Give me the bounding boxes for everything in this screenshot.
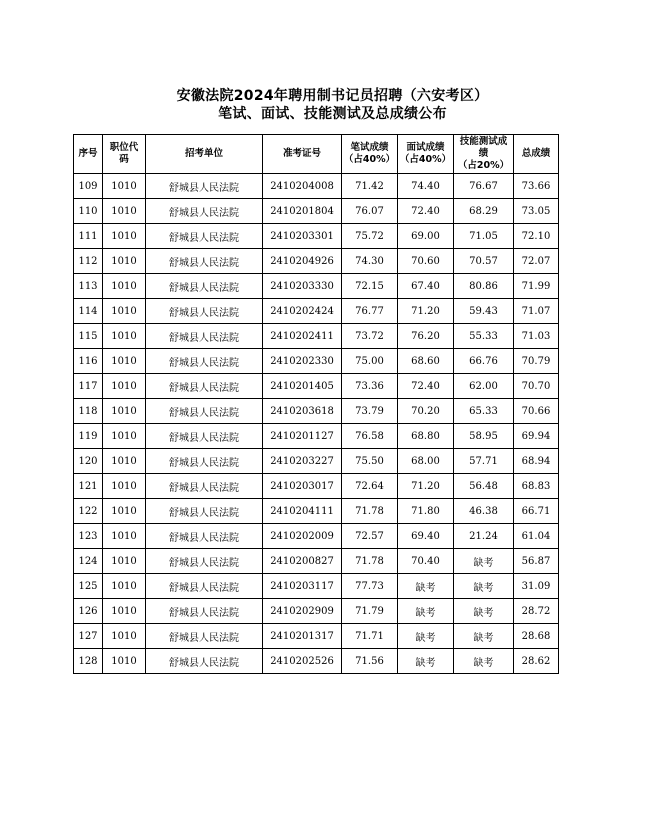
cell-unit: 舒城县人民法院 [146,574,263,599]
cell-total-score: 28.72 [514,599,559,624]
table-row [74,399,559,424]
cell-written-score: 75.00 [342,349,398,374]
cell-unit: 舒城县人民法院 [146,499,263,524]
cell-position-code: 1010 [103,249,146,274]
cell-interview-score: 缺考 [398,599,454,624]
cell-unit: 舒城县人民法院 [146,474,263,499]
cell-interview-score: 72.40 [398,374,454,399]
cell-interview-score: 缺考 [398,574,454,599]
cell-ticket: 2410203618 [263,399,342,424]
cell-unit: 舒城县人民法院 [146,274,263,299]
table-row [74,324,559,349]
cell-skill-score: 缺考 [454,599,514,624]
table-row [74,549,559,574]
cell-seq: 127 [74,624,103,649]
header-position-code-line1: 职位代 [109,142,139,153]
header-interview-line2: （占40%） [399,154,452,165]
cell-unit: 舒城县人民法院 [146,424,263,449]
table-row [74,474,559,499]
cell-skill-score: 21.24 [454,524,514,549]
cell-written-score: 76.07 [342,199,398,224]
cell-interview-score: 72.40 [398,199,454,224]
cell-seq: 120 [74,449,103,474]
header-written [342,135,398,174]
cell-position-code: 1010 [103,549,146,574]
cell-skill-score: 缺考 [454,649,514,674]
cell-ticket: 2410201127 [263,424,342,449]
cell-seq: 126 [74,599,103,624]
cell-total-score: 71.07 [514,299,559,324]
header-total: 总成绩 [514,135,559,174]
cell-written-score: 72.15 [342,274,398,299]
cell-seq: 109 [74,174,103,199]
table-row [74,299,559,324]
cell-skill-score: 59.43 [454,299,514,324]
cell-unit: 舒城县人民法院 [146,399,263,424]
cell-total-score: 69.94 [514,424,559,449]
cell-interview-score: 76.20 [398,324,454,349]
cell-seq: 110 [74,199,103,224]
cell-interview-score: 74.40 [398,174,454,199]
cell-position-code: 1010 [103,224,146,249]
cell-written-score: 73.72 [342,324,398,349]
cell-skill-score: 57.71 [454,449,514,474]
cell-written-score: 77.73 [342,574,398,599]
cell-unit: 舒城县人民法院 [146,374,263,399]
cell-unit: 舒城县人民法院 [146,349,263,374]
cell-total-score: 68.83 [514,474,559,499]
table-header [74,135,559,174]
cell-unit: 舒城县人民法院 [146,299,263,324]
cell-seq: 117 [74,374,103,399]
table-row [74,649,559,674]
cell-total-score: 72.07 [514,249,559,274]
cell-position-code: 1010 [103,274,146,299]
cell-skill-score: 46.38 [454,499,514,524]
cell-written-score: 71.56 [342,649,398,674]
cell-unit: 舒城县人民法院 [146,599,263,624]
cell-position-code: 1010 [103,524,146,549]
cell-ticket: 2410202330 [263,349,342,374]
cell-total-score: 70.79 [514,349,559,374]
cell-ticket: 2410203301 [263,224,342,249]
cell-seq: 119 [74,424,103,449]
cell-ticket: 2410203117 [263,574,342,599]
cell-position-code: 1010 [103,449,146,474]
results-table [73,134,559,674]
cell-seq: 118 [74,399,103,424]
cell-unit: 舒城县人民法院 [146,224,263,249]
cell-position-code: 1010 [103,424,146,449]
cell-written-score: 76.58 [342,424,398,449]
cell-interview-score: 缺考 [398,649,454,674]
cell-unit: 舒城县人民法院 [146,324,263,349]
cell-seq: 122 [74,499,103,524]
cell-total-score: 68.94 [514,449,559,474]
cell-unit: 舒城县人民法院 [146,174,263,199]
cell-written-score: 75.50 [342,449,398,474]
cell-written-score: 75.72 [342,224,398,249]
cell-total-score: 28.62 [514,649,559,674]
header-row [74,135,559,174]
cell-position-code: 1010 [103,399,146,424]
cell-written-score: 71.79 [342,599,398,624]
table-row [74,599,559,624]
cell-interview-score: 70.40 [398,549,454,574]
cell-skill-score: 70.57 [454,249,514,274]
cell-skill-score: 66.76 [454,349,514,374]
cell-unit: 舒城县人民法院 [146,524,263,549]
cell-written-score: 73.36 [342,374,398,399]
cell-interview-score: 68.80 [398,424,454,449]
header-written-line1: 笔试成绩 [350,142,389,153]
cell-total-score: 71.03 [514,324,559,349]
cell-ticket: 2410201804 [263,199,342,224]
cell-position-code: 1010 [103,174,146,199]
cell-skill-score: 71.05 [454,224,514,249]
cell-unit: 舒城县人民法院 [146,649,263,674]
table-row [74,524,559,549]
cell-seq: 111 [74,224,103,249]
table-row [74,424,559,449]
cell-written-score: 72.57 [342,524,398,549]
cell-written-score: 71.78 [342,549,398,574]
cell-total-score: 73.05 [514,199,559,224]
cell-total-score: 70.70 [514,374,559,399]
table-row [74,249,559,274]
cell-total-score: 56.87 [514,549,559,574]
cell-interview-score: 70.60 [398,249,454,274]
cell-position-code: 1010 [103,349,146,374]
cell-interview-score: 69.40 [398,524,454,549]
cell-total-score: 72.10 [514,224,559,249]
cell-ticket: 2410203330 [263,274,342,299]
cell-interview-score: 缺考 [398,624,454,649]
cell-position-code: 1010 [103,324,146,349]
cell-seq: 125 [74,574,103,599]
header-skill-line2: 绩 [478,148,489,159]
header-interview-line1: 面试成绩 [406,142,445,153]
cell-seq: 123 [74,524,103,549]
cell-total-score: 71.99 [514,274,559,299]
cell-skill-score: 80.86 [454,274,514,299]
cell-seq: 124 [74,549,103,574]
cell-ticket: 2410200827 [263,549,342,574]
header-ticket: 准考证号 [263,135,342,174]
document-subtitle: 笔试、面试、技能测试及总成绩公布 [218,106,447,122]
cell-position-code: 1010 [103,574,146,599]
table-body [74,174,559,674]
cell-skill-score: 76.67 [454,174,514,199]
cell-interview-score: 71.20 [398,474,454,499]
cell-position-code: 1010 [103,299,146,324]
cell-skill-score: 56.48 [454,474,514,499]
cell-total-score: 70.66 [514,399,559,424]
cell-unit: 舒城县人民法院 [146,249,263,274]
table-row [74,374,559,399]
table-row [74,499,559,524]
cell-ticket: 2410202424 [263,299,342,324]
table-row [74,224,559,249]
cell-position-code: 1010 [103,499,146,524]
cell-ticket: 2410202009 [263,524,342,549]
cell-skill-score: 缺考 [454,574,514,599]
cell-seq: 114 [74,299,103,324]
cell-ticket: 2410201405 [263,374,342,399]
cell-written-score: 72.64 [342,474,398,499]
cell-skill-score: 68.29 [454,199,514,224]
cell-ticket: 2410202526 [263,649,342,674]
cell-ticket: 2410204111 [263,499,342,524]
cell-position-code: 1010 [103,599,146,624]
cell-position-code: 1010 [103,474,146,499]
cell-ticket: 2410201317 [263,624,342,649]
cell-position-code: 1010 [103,199,146,224]
cell-interview-score: 70.20 [398,399,454,424]
cell-seq: 128 [74,649,103,674]
cell-written-score: 71.42 [342,174,398,199]
cell-skill-score: 缺考 [454,624,514,649]
cell-seq: 116 [74,349,103,374]
cell-unit: 舒城县人民法院 [146,549,263,574]
header-skill-line1: 技能测试成 [459,136,508,147]
cell-skill-score: 65.33 [454,399,514,424]
cell-unit: 舒城县人民法院 [146,199,263,224]
cell-interview-score: 67.40 [398,274,454,299]
cell-ticket: 2410203227 [263,449,342,474]
cell-written-score: 73.79 [342,399,398,424]
header-skill-line3: （占20%） [457,160,510,171]
table-row [74,624,559,649]
cell-skill-score: 55.33 [454,324,514,349]
cell-position-code: 1010 [103,374,146,399]
cell-interview-score: 71.20 [398,299,454,324]
cell-written-score: 71.78 [342,499,398,524]
cell-interview-score: 68.00 [398,449,454,474]
cell-total-score: 28.68 [514,624,559,649]
cell-seq: 112 [74,249,103,274]
table-row [74,574,559,599]
table-row [74,449,559,474]
document-title: 安徽法院2024年聘用制书记员招聘（六安考区） [176,88,489,104]
header-skill [454,135,514,174]
header-seq: 序号 [74,135,103,174]
cell-unit: 舒城县人民法院 [146,624,263,649]
cell-ticket: 2410204926 [263,249,342,274]
cell-interview-score: 69.00 [398,224,454,249]
header-position-code [103,135,146,174]
cell-ticket: 2410202411 [263,324,342,349]
cell-seq: 113 [74,274,103,299]
cell-total-score: 31.09 [514,574,559,599]
cell-ticket: 2410204008 [263,174,342,199]
cell-interview-score: 71.80 [398,499,454,524]
cell-skill-score: 缺考 [454,549,514,574]
table-row [74,274,559,299]
cell-ticket: 2410203017 [263,474,342,499]
header-unit: 招考单位 [146,135,263,174]
cell-written-score: 76.77 [342,299,398,324]
cell-total-score: 61.04 [514,524,559,549]
cell-position-code: 1010 [103,649,146,674]
cell-unit: 舒城县人民法院 [146,449,263,474]
cell-total-score: 73.66 [514,174,559,199]
cell-ticket: 2410202909 [263,599,342,624]
table-row [74,199,559,224]
cell-seq: 121 [74,474,103,499]
cell-position-code: 1010 [103,624,146,649]
cell-interview-score: 68.60 [398,349,454,374]
header-interview [398,135,454,174]
cell-written-score: 71.71 [342,624,398,649]
header-position-code-line2: 码 [119,154,129,165]
header-written-line2: （占40%） [343,154,396,165]
table-row [74,349,559,374]
cell-written-score: 74.30 [342,249,398,274]
table-row [74,174,559,199]
cell-total-score: 66.71 [514,499,559,524]
cell-skill-score: 62.00 [454,374,514,399]
cell-skill-score: 58.95 [454,424,514,449]
cell-seq: 115 [74,324,103,349]
